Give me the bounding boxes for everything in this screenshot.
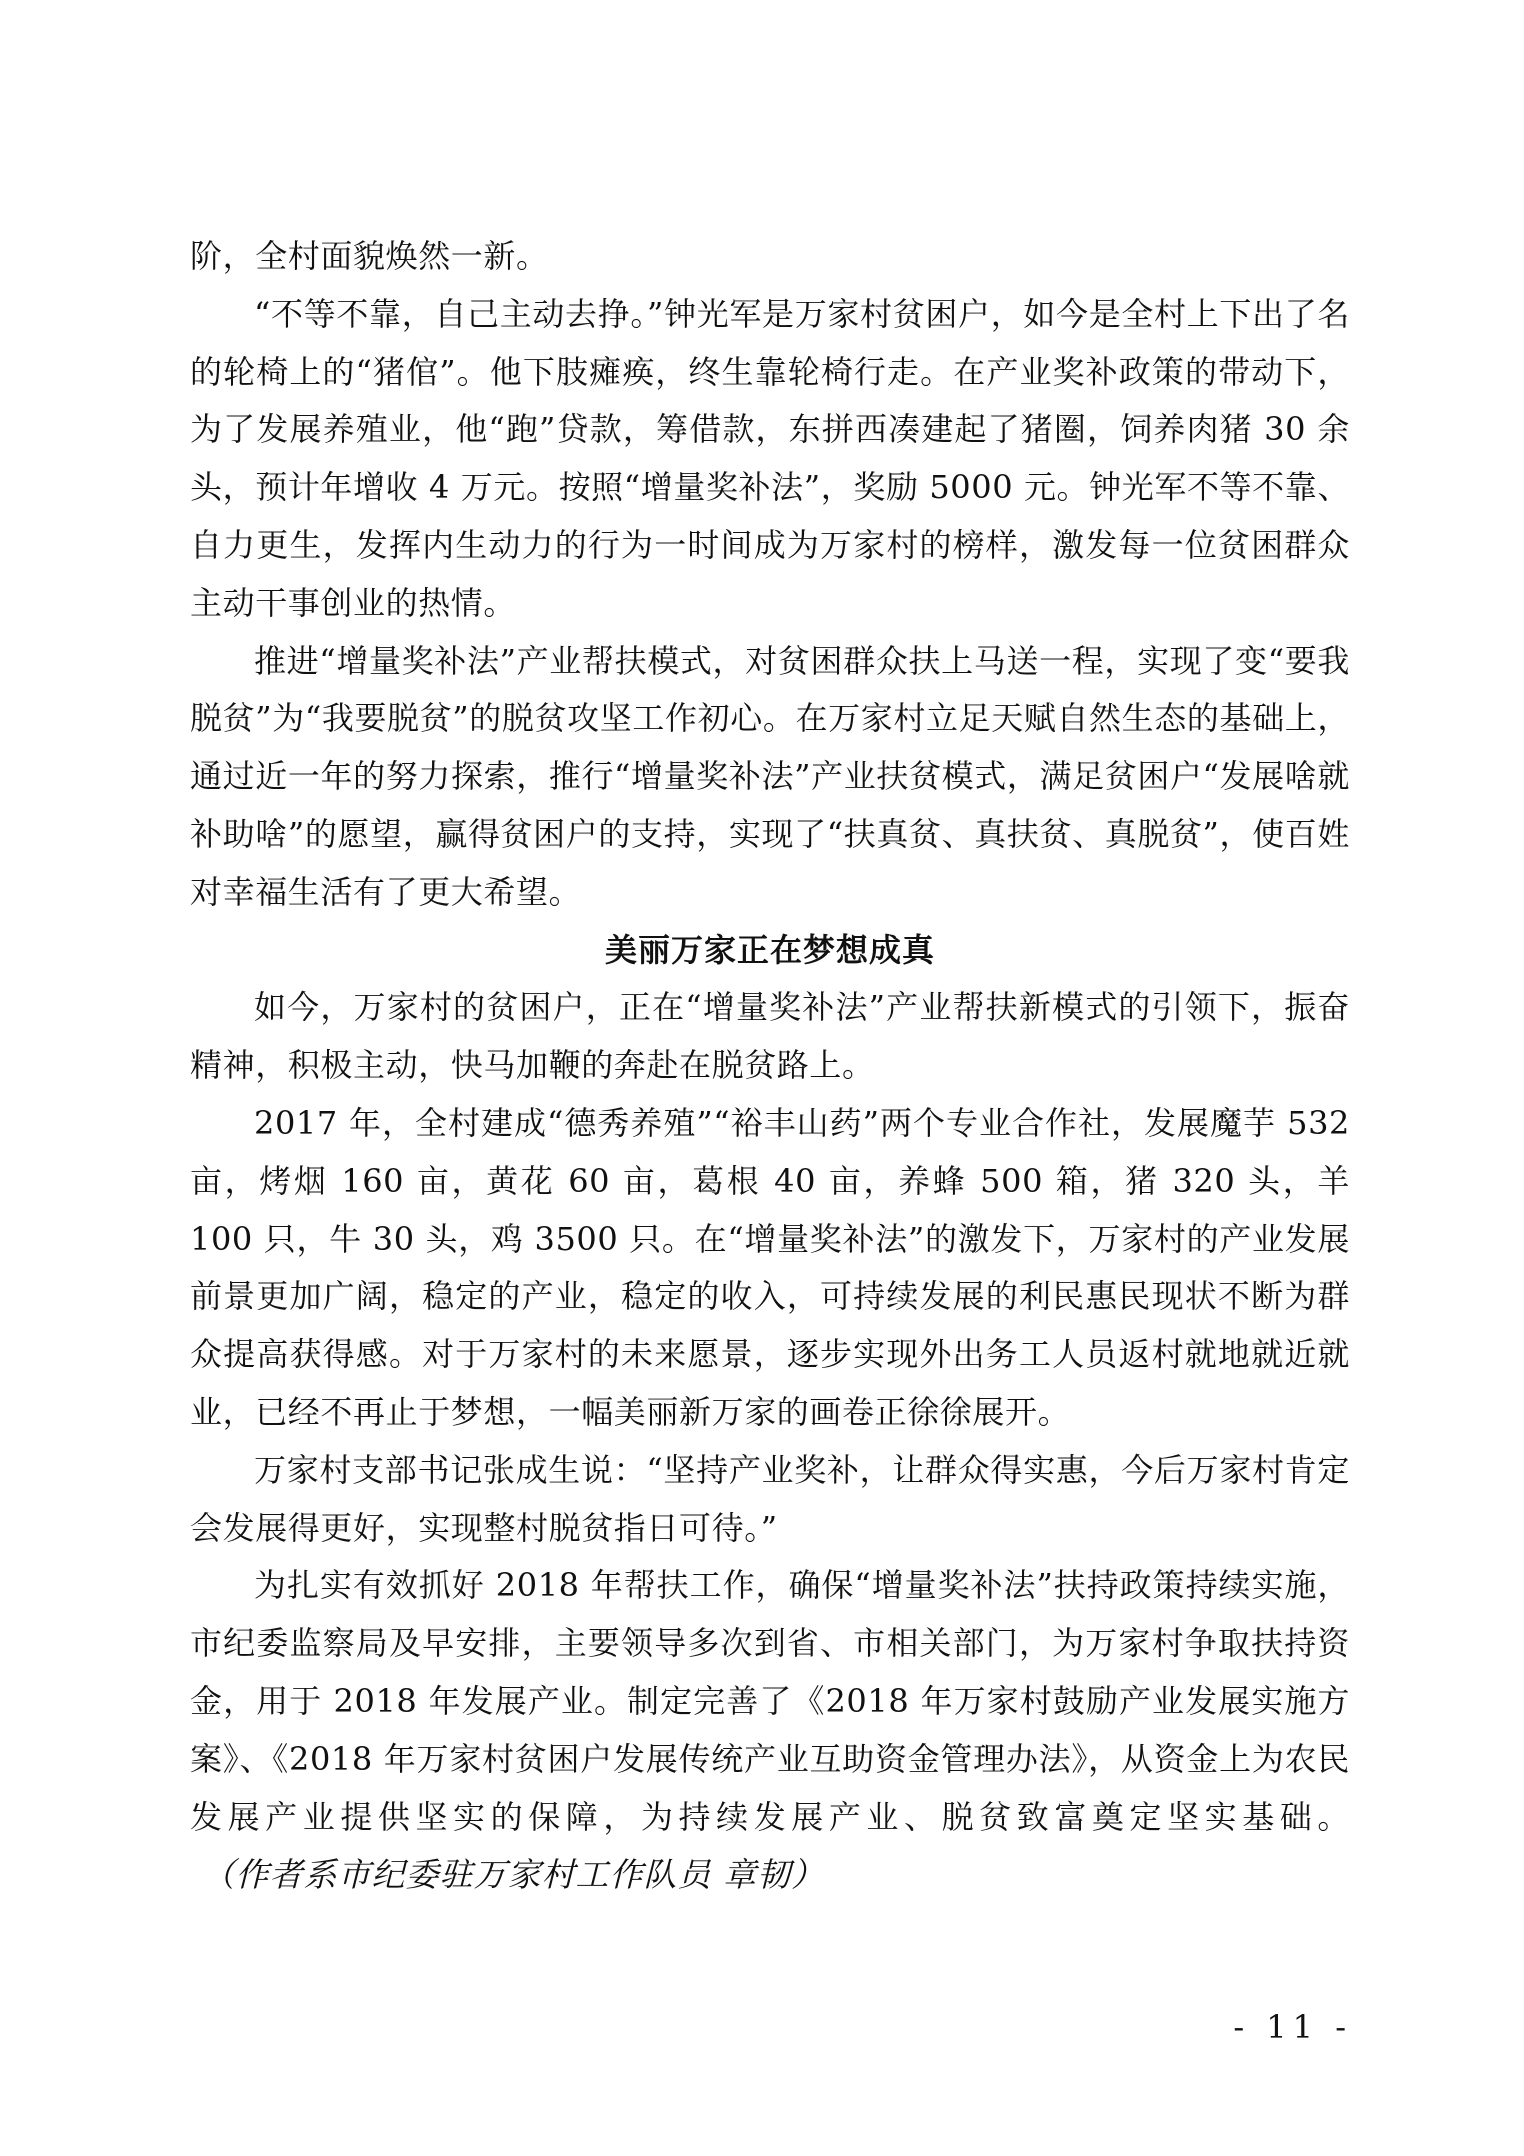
author-credit: （作者系市纪委驻万家村工作队员 章韧） <box>218 1855 825 1895</box>
paragraph-incentive-model: 推进“增量奖补法”产业帮扶模式，对贫困群众扶上马送一程，实现了变“要我脱贫”为“我要脱贫”的脱贫攻坚工作初心。在万家村立足天赋自然生态的基础上，通过近一年的努力探索，推行“增量奖补法”产业扶贫模式，满足贫困户“发展啥就补助啥”的愿望，赢得贫困户的支持，实现了“扶真贫、真扶贫、真脱贫”，使百姓对幸福生活有了更大希望。 <box>190 641 1350 911</box>
paragraph-2018-work-text: 为扎实有效抓好 2018 年帮扶工作，确保“增量奖补法”扶持政策持续实施，市纪委监察局及早安排，主要领导多次到省、市相关部门，为万家村争取扶持资金，用于 2018 年发展产业。制定完善了《2018 年万家村鼓励产业发展实施方案》、《2018 年万家村贫困户发展传统产业互助资金管理办法》，从资金上为农民发展产业提供坚实的保障，为持续发展产业、脱贫致富奠定坚实基础。 <box>190 1566 1350 1836</box>
section-heading: 美丽万家正在梦想成真 <box>604 930 935 969</box>
document-body <box>190 228 1350 1905</box>
paragraph-continuation: 阶，全村面貌焕然一新。 <box>190 237 549 275</box>
paragraph-poverty-road: 如今，万家村的贫困户，正在“增量奖补法”产业帮扶新模式的引领下，振奋精神，积极主动，快马加鞭的奔赴在脱贫路上。 <box>190 988 1350 1085</box>
paragraph-2017-industry: 2017 年，全村建成“德秀养殖”“裕丰山药”两个专业合作社，发展魔芋 532 亩，烤烟 160 亩，黄花 60 亩，葛根 40 亩，养蜂 500 箱，猪 320 头，羊 100 只，牛 30 头，鸡 3500 只。在“增量奖补法”的激发下，万家村的产业发展前景更加广阔，稳定的产业，稳定的收入，可持续发展的利民惠民现状不断为群众提高获得感。对于万家村的未来愿景，逐步实现外出务工人员返村就地就近就业，已经不再止于梦想，一幅美丽新万家的画卷正徐徐展开。 <box>190 1103 1350 1431</box>
page-number: - 11 - <box>1233 2008 1352 2046</box>
paragraph-secretary-quote: 万家村支部书记张成生说：“坚持产业奖补，让群众得实惠，今后万家村肯定会发展得更好，实现整村脱贫指日可待。” <box>190 1450 1350 1547</box>
paragraph-2018-work <box>190 1557 1350 1905</box>
paragraph-zhong-guangjun: “不等不靠，自己主动去挣。”钟光军是万家村贫困户，如今是全村上下出了名的轮椅上的“猪倌”。他下肢瘫痪，终生靠轮椅行走。在产业奖补政策的带动下，为了发展养殖业，他“跑”贷款，筹借款，东拼西凑建起了猪圈，饲养肉猪 30 余头，预计年增收 4 万元。按照“增量奖补法”，奖励 5000 元。钟光军不等不靠、自力更生，发挥内生动力的行为一时间成为万家村的榜样，激发每一位贫困群众主动干事创业的热情。 <box>190 294 1350 622</box>
